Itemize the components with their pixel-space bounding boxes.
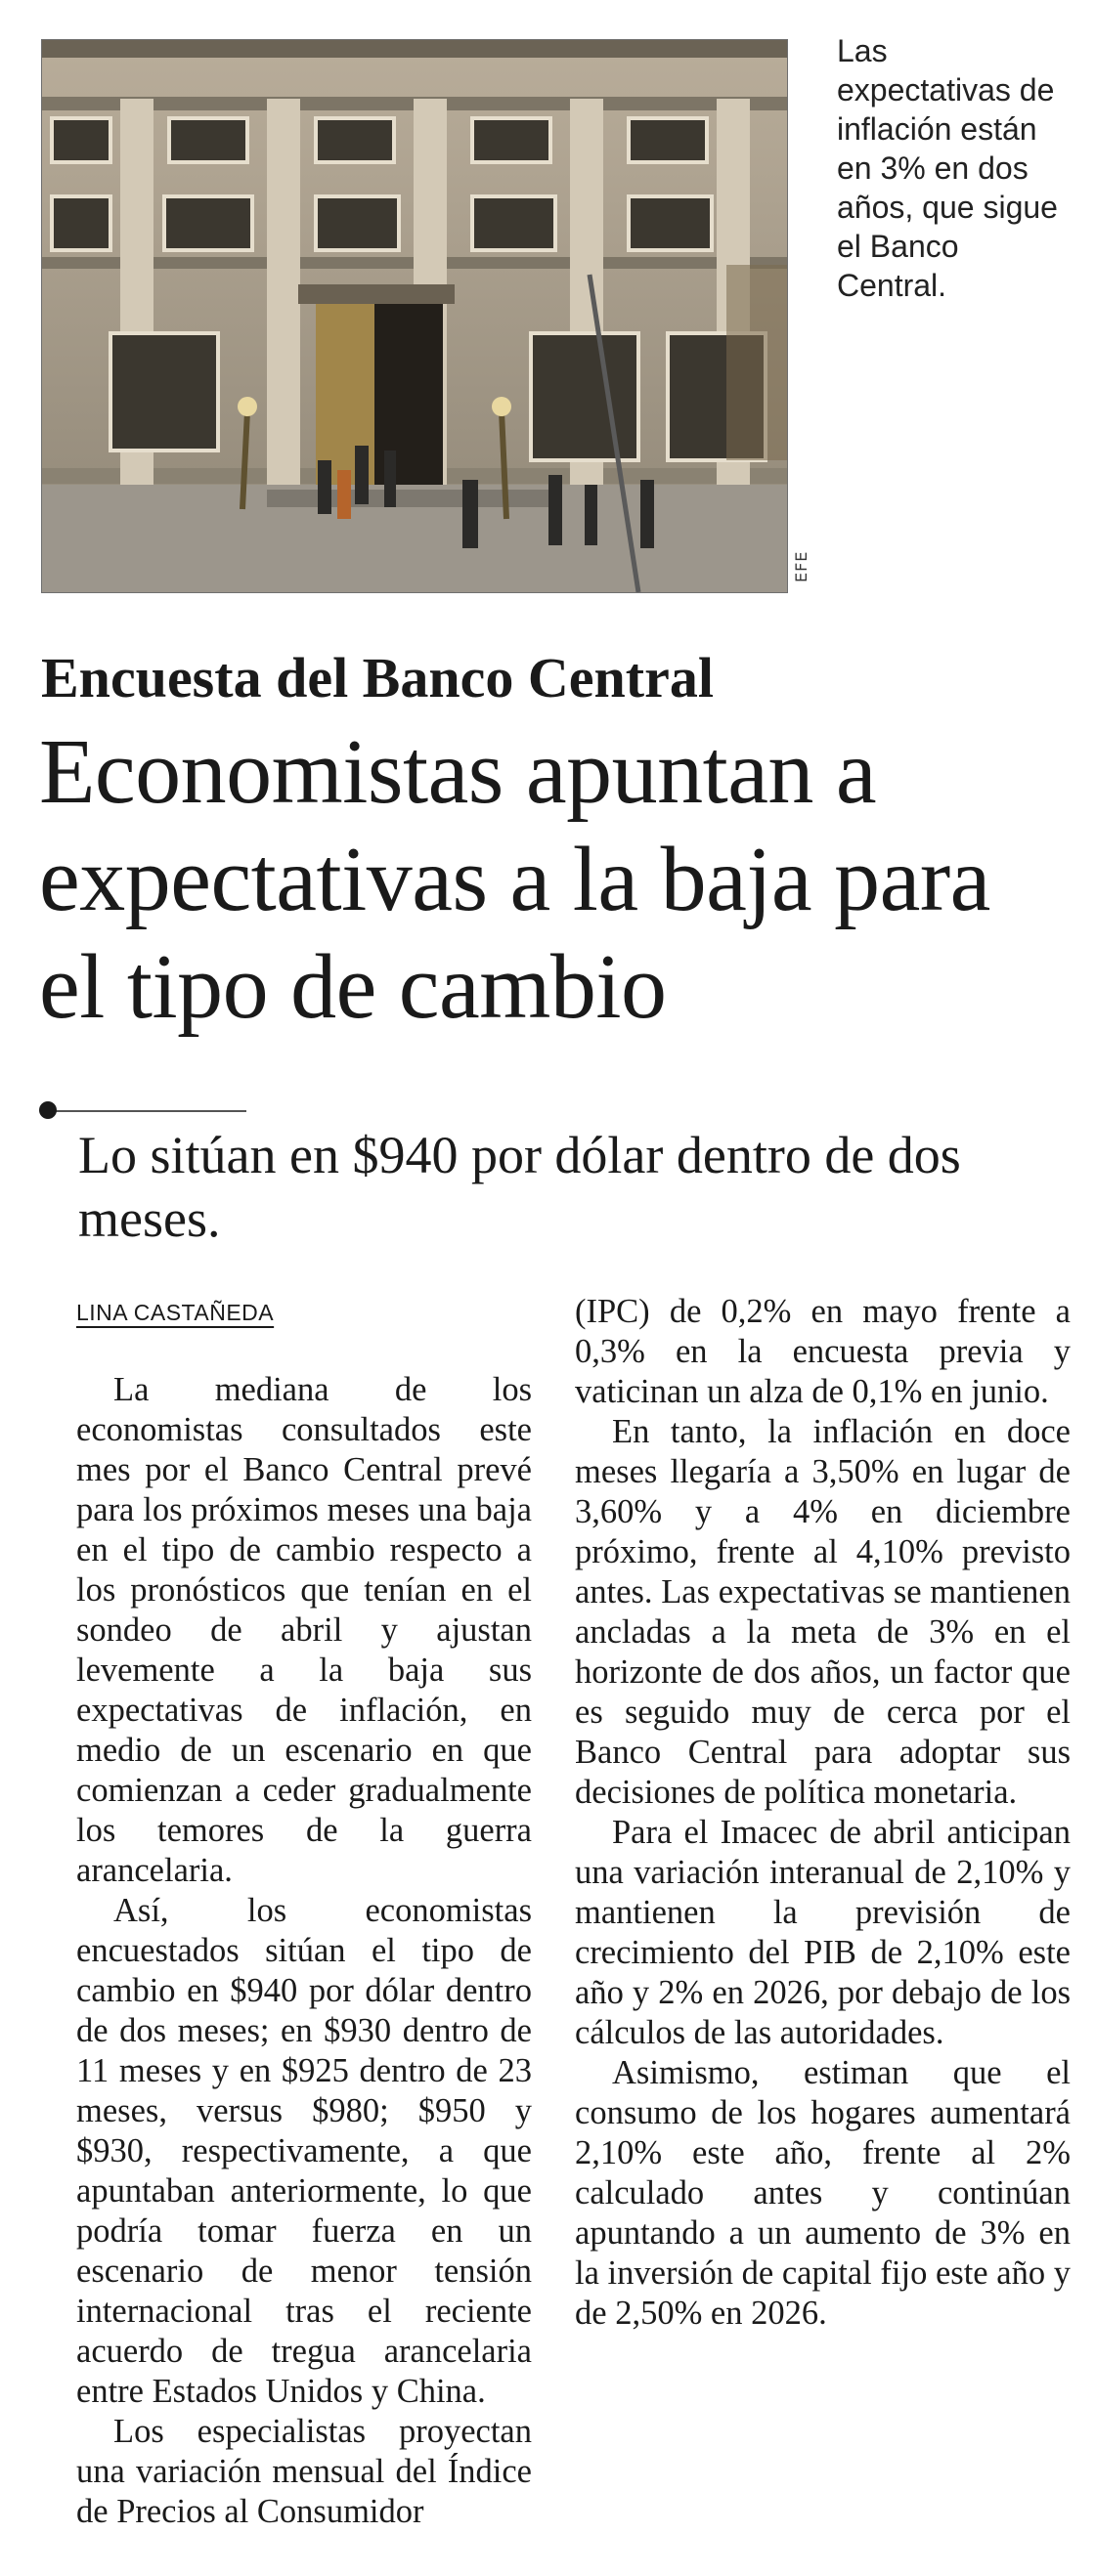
- separator-bullet: [39, 1101, 57, 1119]
- paragraph: Para el Imacec de abril anticipan una variación interanual de 2,10% y mantienen la previsión de crecimiento del PIB de 2,10% este año y 2% en 2026, por debajo de los cálculos de las autoridades.: [575, 1814, 1071, 2051]
- article-byline: LINA CASTAÑEDA: [76, 1300, 275, 1325]
- building-illustration: [42, 40, 787, 592]
- article-kicker: Encuesta del Banco Central: [41, 646, 714, 709]
- bank-building-photo: [41, 39, 788, 593]
- photo-credit: EFE: [792, 550, 810, 582]
- paragraph-continuation: (IPC) de 0,2% en mayo frente a 0,3% en la encuesta previa y vaticinan un alza de 0,1% en junio.: [575, 1293, 1071, 1410]
- paragraph: La mediana de los economistas consultados este mes por el Banco Central prevé para los próximos meses una baja en el tipo de cambio respecto a los pronósticos que tenían en el sondeo de abril y ajustan levemente a la baja sus expectativas de inflación, en medio de un escenario en que comienzan a ceder gradualmente los temores de la guerra arancelaria.: [76, 1371, 532, 1889]
- paragraph: En tanto, la inflación en doce meses llegaría a 3,50% en lugar de 3,60% y a 4% en diciembre próximo, frente al 4,10% previsto antes. Las expectativas se mantienen ancladas a la meta de 3% en el horizonte de dos años, un factor que es seguido muy de cerca por el Banco Central para adoptar sus decisiones de política monetaria.: [575, 1413, 1071, 1811]
- article-headline: Economistas apuntan a expectativas a la baja para el tipo de cambio: [39, 721, 990, 1038]
- article-deck: Lo sitúan en $940 por dólar dentro de dos meses.: [78, 1126, 961, 1248]
- article-column-left: [76, 1370, 532, 2532]
- paragraph: Asimismo, estiman que el consumo de los hogares aumentará 2,10% este año, frente al 2% calculado antes y continúan apuntando a un aumento de 3% en la inversión de capital fijo este año y de 2,50% en 2026.: [575, 2054, 1071, 2332]
- separator-line: [41, 1110, 246, 1112]
- photo-caption: Las expectativas de inflación están en 3% en dos años, que sigue el Banco Central.: [837, 33, 1058, 303]
- article-column-right: [575, 1292, 1071, 2334]
- paragraph: Los especialistas proyectan una variación mensual del Índice de Precios al Consumidor: [76, 2413, 532, 2530]
- paragraph: Así, los economistas encuestados sitúan el tipo de cambio en $940 por dólar dentro de dos meses; en $930 dentro de 11 meses y en $925 dentro de 23 meses, versus $980; $950 y $930, respectivamente, a que apuntaban anteriormente, lo que podría tomar fuerza en un escenario de menor tensión internacional tras el reciente acuerdo de tregua arancelaria entre Estados Unidos y China.: [76, 1892, 532, 2410]
